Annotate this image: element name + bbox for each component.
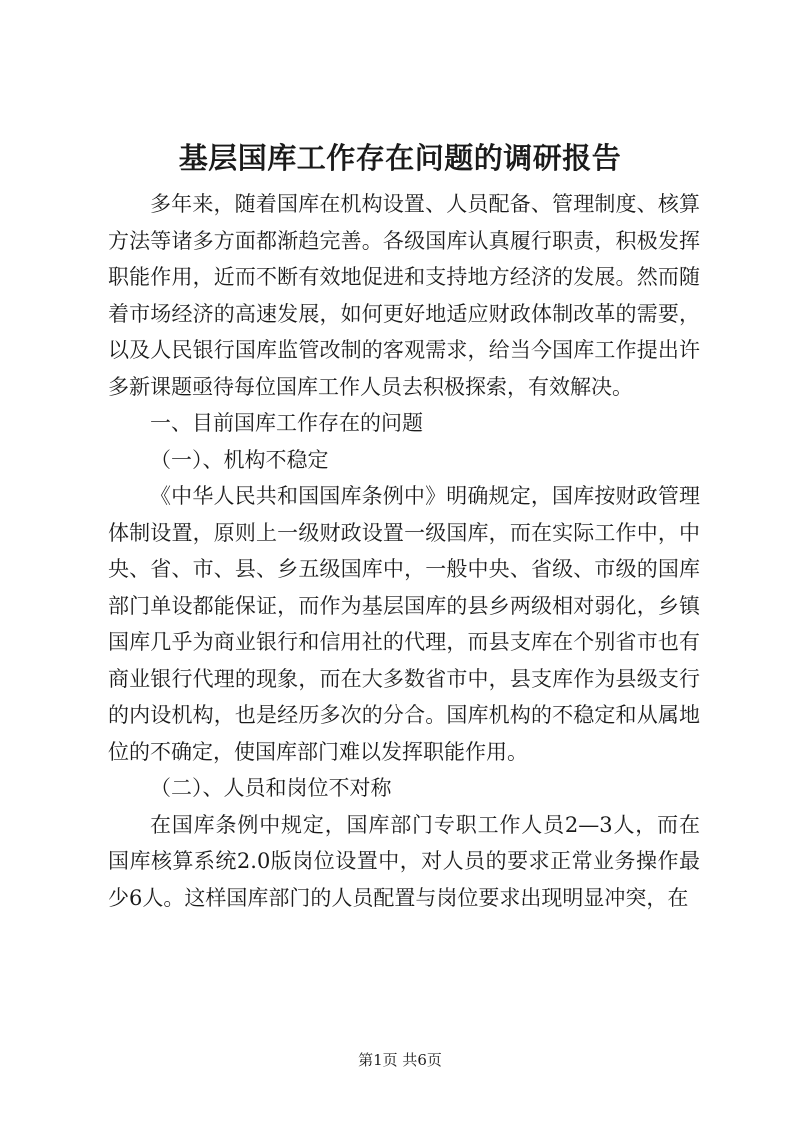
- subsection-1-paragraph: 《中华人民共和国国库条例中》明确规定，国库按财政管理体制设置，原则上一级财政设置一级国库，而在实际工作中，中央、省、市、县、乡五级国库中，一般中央、省级、市级的国库部门单设都能保证，而作为基层国库的县乡两级相对弱化，乡镇国库几乎为商业银行和信用社的代理，而县支库在个别省市也有商业银行代理的现象，而在大多数省市中，县支库作为县级支行的内设机构，也是经历多次的分合。国库机构的不稳定和从属地位的不确定，使国库部门难以发挥职能作用。: [108, 484, 700, 764]
- document-title: 基层国库工作存在问题的调研报告: [178, 141, 622, 175]
- subsection-2-paragraph: 在国库条例中规定，国库部门专职工作人员2—3人，而在国库核算系统2.0版岗位设置中，对人员的要求正常业务操作最少6人。这样国库部门的人员配置与岗位要求出现明显冲突，在: [108, 812, 700, 910]
- intro-paragraph: 多年来，随着国库在机构设置、人员配备、管理制度、核算方法等诸多方面都渐趋完善。各级国库认真履行职责，积极发挥职能作用，近而不断有效地促进和支持地方经济的发展。然而随着市场经济的高速发展，如何更好地适应财政体制改革的需要，以及人民银行国库监管改制的客观需求，给当今国库工作提出许多新课题亟待每位国库工作人员去积极探索，有效解决。: [108, 192, 700, 399]
- subsection-heading-1: （一）、机构不稳定: [150, 447, 329, 472]
- subsection-heading-2: （二）、人员和岗位不对称: [150, 776, 392, 800]
- page-footer: 第1页 共6页: [358, 1051, 442, 1069]
- document-body: [108, 186, 700, 916]
- section-heading-1: 一、目前国库工作存在的问题: [150, 411, 423, 435]
